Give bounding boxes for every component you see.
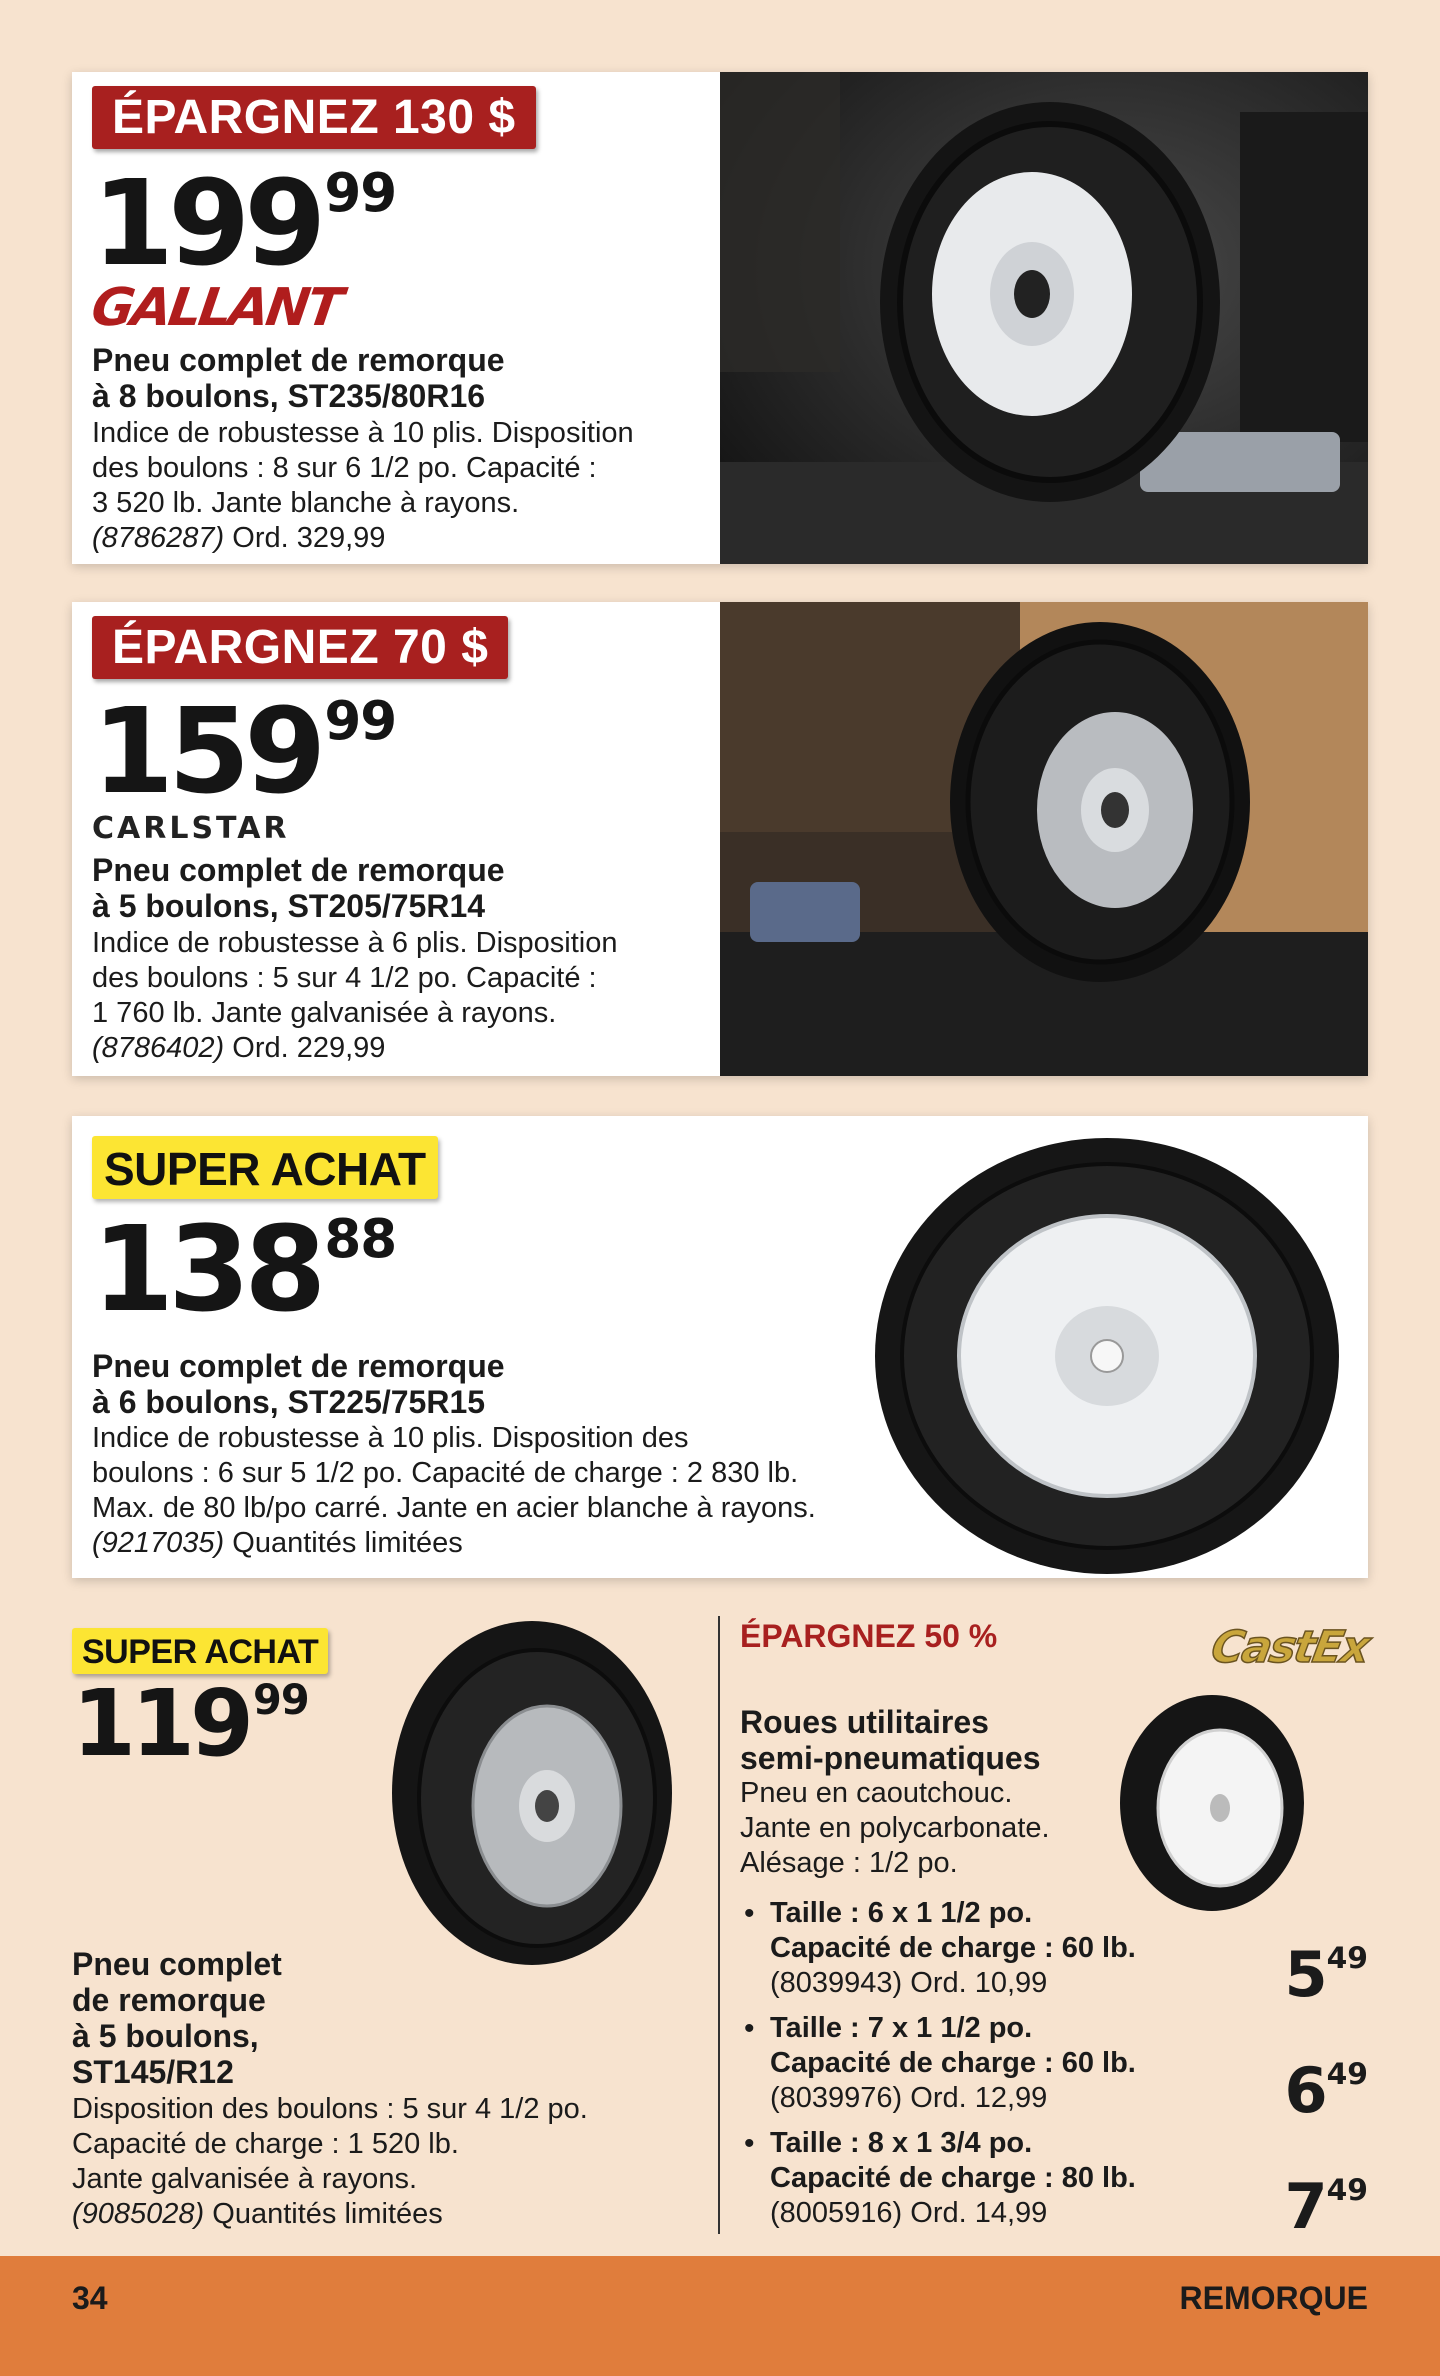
sku: (8786287) (92, 522, 225, 554)
product-description: Pneu en caoutchouc. Jante en polycarbonate. Alésage : 1/2 po. (740, 1777, 1050, 1879)
product-description: Disposition des boulons : 5 sur 4 1/2 po. Capacité de charge : 1 520 lb. Jante galvanisée à rayons. (9085028) Quantités limitées (72, 2093, 588, 2230)
size-option-price: $5^{49}$ (1284, 1938, 1368, 2011)
product-description: Indice de robustesse à 6 plis. Disposition des boulons : 5 sur 4 1/2 po. Capacité : 1 760 lb. Jante galvanisée à rayons. (8786402) Ord. 229,99 (92, 927, 618, 1064)
product-card-carlstar[interactable] (72, 602, 1368, 1076)
regular-price: Ord. 229,99 (232, 1032, 386, 1064)
price-cents: 99 (324, 690, 397, 753)
size-option[interactable]: • Taille : 8 x 1 3/4 po. Capacité de charge : 80 lb. (8005916) Ord. 14,99 (740, 2126, 1160, 2231)
page-footer (0, 2256, 1440, 2376)
product-photo-tire-galvanized-rim (382, 1618, 682, 1968)
price-dollars: 119 (72, 1670, 250, 1777)
sku: (8005916) (770, 2197, 903, 2229)
sku: (9085028) (72, 2198, 205, 2230)
regular-price: Ord. 329,99 (232, 522, 386, 554)
price-cents: 99 (324, 162, 397, 225)
sku: (8039976) (770, 2082, 903, 2114)
product-card-super-achat[interactable] (72, 1116, 1368, 1578)
product-photo-utility-wheel (1112, 1688, 1312, 1918)
product-title: Pneu complet de remorque à 6 boulons, ST225/75R15 (92, 1348, 505, 1420)
product-photo-tire-galvanized-rim (720, 602, 1368, 1076)
regular-price: Ord. 12,99 (910, 2082, 1048, 2114)
price (72, 1670, 309, 1777)
size-option-price: $7^{49}$ (1284, 2170, 1368, 2243)
size-options-list (740, 1896, 1160, 2241)
price-dollars: 159 (92, 682, 321, 820)
regular-price: Ord. 10,99 (910, 1967, 1048, 1999)
super-achat-badge: SUPER ACHAT (72, 1628, 328, 1674)
column-divider (718, 1616, 720, 2234)
price (92, 1200, 397, 1338)
lower-section (72, 1616, 1373, 2250)
brand-logo-gallant: GALLANT (87, 278, 344, 338)
product-title: Roues utilitaires semi-pneumatiques (740, 1704, 1041, 1776)
savings-label: ÉPARGNEZ 50 % (740, 1618, 998, 1654)
sku: (8786402) (92, 1032, 225, 1064)
super-achat-badge: SUPER ACHAT (92, 1136, 438, 1199)
product-title: Pneu complet de remorque à 5 boulons, ST145/R12 (72, 1946, 282, 2090)
availability: Quantités limitées (212, 2198, 443, 2230)
price (92, 154, 397, 292)
sku: (9217035) (92, 1527, 225, 1559)
availability: Quantités limitées (232, 1527, 463, 1559)
page-number: 34 (72, 2280, 108, 2316)
regular-price: Ord. 14,99 (910, 2197, 1048, 2229)
price (92, 682, 397, 820)
product-title: Pneu complet de remorque à 8 boulons, ST235/80R16 (92, 342, 505, 414)
sku: (8039943) (770, 1967, 903, 1999)
product-description: Indice de robustesse à 10 plis. Disposition des boulons : 8 sur 6 1/2 po. Capacité : 3 520 lb. Jante blanche à rayons. (8786287) Ord. 329,99 (92, 417, 634, 554)
price-dollars: 138 (92, 1200, 321, 1338)
savings-badge: ÉPARGNEZ 70 $ (92, 616, 508, 679)
product-photo-tire-white-rim (720, 72, 1368, 564)
size-option[interactable]: • Taille : 6 x 1 1/2 po. Capacité de charge : 60 lb. (8039943) Ord. 10,99 (740, 1896, 1160, 2001)
price-dollars: 199 (92, 154, 321, 292)
product-photo-tire-white-rim (872, 1136, 1342, 1576)
brand-logo-castex: CastEx (1207, 1622, 1373, 1673)
price-cents: 88 (324, 1208, 397, 1271)
savings-badge: ÉPARGNEZ 130 $ (92, 86, 536, 149)
product-title: Pneu complet de remorque à 5 boulons, ST205/75R14 (92, 852, 505, 924)
product-card-gallant[interactable] (72, 72, 1368, 564)
size-option-price: $6^{49}$ (1284, 2054, 1368, 2127)
brand-logo-carlstar: CARLSTAR (92, 811, 290, 846)
product-card-st145[interactable] (72, 1616, 702, 2236)
product-description: Indice de robustesse à 10 plis. Disposition des boulons : 6 sur 5 1/2 po. Capacité de charge : 2 830 lb. Max. de 80 lb/po carré. Jante en acier blanche à rayons. (9217035) Quantités limitées (92, 1422, 816, 1559)
price-cents: 99 (253, 1676, 309, 1725)
size-option[interactable]: • Taille : 7 x 1 1/2 po. Capacité de charge : 60 lb. (8039976) Ord. 12,99 (740, 2011, 1160, 2116)
section-label: REMORQUE (1179, 2280, 1368, 2316)
